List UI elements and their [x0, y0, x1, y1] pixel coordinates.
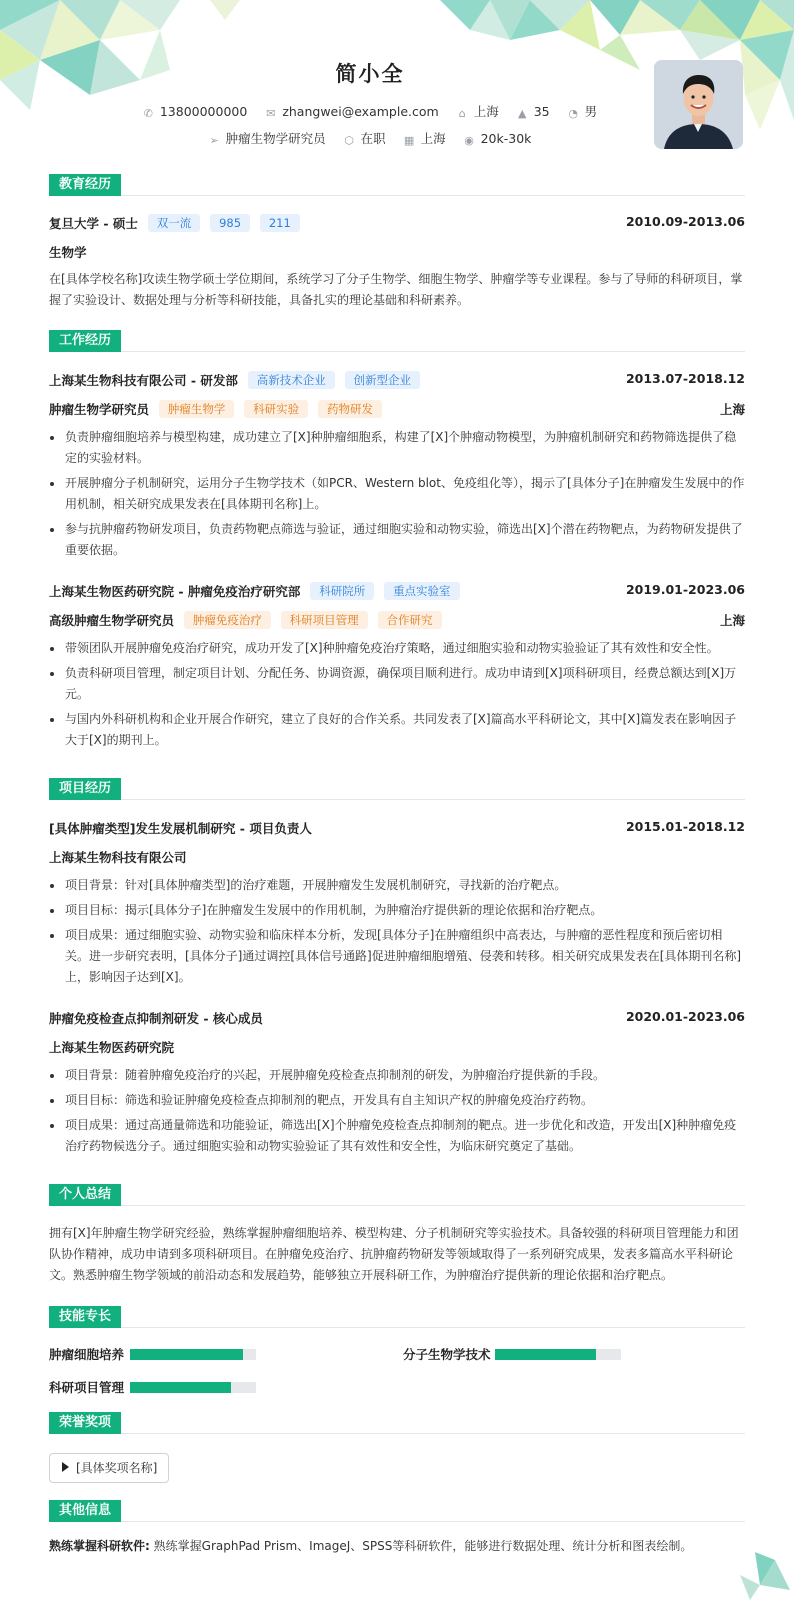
work-date: 2013.07-2018.12 — [625, 371, 745, 386]
company-tag: 科研院所 — [310, 582, 374, 600]
work-title: 肿瘤生物学研究员 — [49, 402, 150, 417]
company-tag: 创新型企业 — [345, 371, 421, 389]
skill-tag: 合作研究 — [378, 611, 442, 629]
header-info-text: 35 — [533, 104, 550, 119]
header-info-text: 上海 — [420, 131, 446, 146]
header-info-item — [344, 129, 386, 147]
work-date: 2019.01-2023.06 — [625, 582, 745, 597]
skill-tag: 科研项目管理 — [281, 611, 368, 629]
project-org: 上海某生物科技有限公司 — [49, 850, 187, 865]
section-skills — [49, 1306, 745, 1328]
skill-name: 分子生物学技术 — [403, 1347, 491, 1362]
mail-icon: ✉ — [266, 107, 276, 120]
section-projects — [49, 778, 745, 800]
header-info-item — [568, 102, 598, 120]
work-bullet: 负责科研项目管理，制定项目计划、分配任务、协调资源，确保项目顺利进行。成功申请到[X]项科研项目，经费总额达到[X]万元。 — [49, 663, 745, 705]
skill-tag: 肿瘤生物学 — [159, 400, 235, 418]
age-icon: ▲ — [517, 107, 527, 120]
education-date: 2010.09-2013.06 — [625, 214, 745, 229]
project-bullet: 项目目标：揭示[具体分子]在肿瘤发生发展中的作用机制，为肿瘤治疗提供新的理论依据和治疗靶点。 — [49, 900, 745, 921]
section-summary — [49, 1184, 745, 1206]
header-info-item — [464, 131, 532, 146]
award-name: [具体奖项名称] — [76, 1461, 158, 1475]
other-info-label: 熟练掌握科研软件: — [49, 1539, 150, 1553]
education-major: 生物学 — [49, 245, 87, 260]
skill-name: 科研项目管理 — [49, 1380, 125, 1395]
job-intent-line — [0, 129, 740, 147]
avatar — [654, 60, 743, 149]
project-name: [具体肿瘤类型]发生发展机制研究 - 项目负责人 — [49, 821, 312, 836]
project-bullet: 项目目标：筛选和验证肿瘤免疫检查点抑制剂的靶点，开发具有自主知识产权的肿瘤免疫治疗药物。 — [49, 1090, 745, 1111]
work-bullet: 与国内外科研机构和企业开展合作研究，建立了良好的合作关系。共同发表了[X]篇高水平科研论文，其中[X]篇发表在影响因子大于[X]的期刊上。 — [49, 709, 745, 751]
project-bullet: 项目背景：随着肿瘤免疫治疗的兴起，开展肿瘤免疫检查点抑制剂的研发，为肿瘤治疗提供新的手段。 — [49, 1065, 745, 1086]
education-description: 在[具体学校名称]攻读生物学硕士学位期间，系统学习了分子生物学、细胞生物学、肿瘤学等专业课程。参与了导师的科研项目，掌握了实验设计、数据处理与分析等科研技能，具备扎实的理论基础和科研素养。 — [49, 272, 743, 307]
work-header — [49, 582, 745, 600]
gender-icon: ◔ — [568, 107, 578, 120]
section-education — [49, 174, 745, 196]
section-honors — [49, 1412, 745, 1434]
project-date: 2020.01-2023.06 — [625, 1009, 745, 1024]
project-date: 2015.01-2018.12 — [625, 819, 745, 834]
work-company: 上海某生物科技有限公司 - 研发部 — [49, 373, 238, 388]
section-title-skills: 技能专长 — [49, 1306, 121, 1328]
education-tag: 双一流 — [148, 214, 201, 232]
section-title-summary: 个人总结 — [49, 1184, 121, 1206]
summary-text: 拥有[X]年肿瘤生物学研究经验，熟练掌握肿瘤细胞培养、模型构建、分子机制研究等实验技术。具备较强的科研项目管理能力和团队协作精神，成功申请到多项科研项目。在肿瘤免疫治疗、抗肿瘤药物研发等领域取得了一系列研究成果，发表多篇高水平科研论文。熟悉肿瘤生物学领域的前沿动态和发展趋势，能够独立开展科研工作，为肿瘤治疗提供新的理论依据和治疗靶点。 — [49, 1226, 739, 1282]
header-info-item — [209, 129, 326, 147]
company-tag: 高新技术企业 — [248, 371, 335, 389]
section-title-other: 其他信息 — [49, 1500, 121, 1522]
other-info — [49, 1536, 745, 1557]
work-title: 高级肿瘤生物学研究员 — [49, 613, 175, 628]
project-org: 上海某生物医药研究院 — [49, 1040, 175, 1055]
project-bullet: 项目成果：通过细胞实验、动物实验和临床样本分析，发现[具体分子]在肿瘤组织中高表达，与肿瘤的恶性程度和预后密切相关。进一步研究表明，[具体分子]通过调控[具体信号通路]促进肿瘤细胞增殖、侵袭和转移。相关研究成果发表在[具体期刊名称]上，影响因子达到[X]。 — [49, 925, 745, 988]
work-bullet: 开展肿瘤分子机制研究，运用分子生物学技术（如PCR、Western blot、免疫组化等），揭示了[具体分子]在肿瘤发生发展中的作用机制，相关研究成果发表在[具体期刊名称]上。 — [49, 473, 745, 515]
building-icon: ▦ — [403, 134, 415, 147]
header-info-text: 肿瘤生物学研究员 — [225, 131, 326, 146]
header-info-text: 在职 — [360, 131, 386, 146]
header-info-text: zhangwei@example.com — [282, 104, 439, 119]
education-school: 复旦大学 - 硕士 — [49, 216, 138, 231]
other-info-text: 熟练掌握GraphPad Prism、ImageJ、SPSS等科研软件，能够进行数据处理、统计分析和图表绘制。 — [153, 1539, 693, 1553]
header-info-text: 男 — [584, 104, 598, 119]
skill-tag: 肿瘤免疫治疗 — [184, 611, 271, 629]
skill-name: 肿瘤细胞培养 — [49, 1347, 125, 1362]
salary-icon: ◉ — [464, 134, 474, 147]
project-header — [49, 1009, 745, 1027]
skill-tag: 科研实验 — [244, 400, 308, 418]
work-title-row — [49, 400, 745, 418]
work-company: 上海某生物医药研究院 - 肿瘤免疫治疗研究部 — [49, 584, 301, 599]
skill-level-fill — [495, 1349, 596, 1360]
header-info-item — [404, 129, 446, 147]
work-bullet: 负责肿瘤细胞培养与模型构建，成功建立了[X]种肿瘤细胞系，构建了[X]个肿瘤动物模型，为肿瘤机制研究和药物筛选提供了稳定的实验材料。 — [49, 427, 745, 469]
header-info-text: 20k-30k — [480, 131, 532, 146]
project-name: 肿瘤免疫检查点抑制剂研发 - 核心成员 — [49, 1011, 263, 1026]
header-info-item — [265, 104, 438, 119]
status-icon: ⬡ — [344, 134, 354, 147]
skill-tag: 药物研发 — [318, 400, 382, 418]
work-bullet: 参与抗肿瘤药物研发项目，负责药物靶点筛选与验证，通过细胞实验和动物实验，筛选出[X]个潜在药物靶点，为药物研发提供了重要依据。 — [49, 519, 745, 561]
header-info-text: 13800000000 — [159, 104, 248, 119]
section-title-work: 工作经历 — [49, 330, 121, 352]
header-info-item — [517, 104, 550, 119]
skill-level-bar — [130, 1382, 256, 1393]
project-bullet: 项目成果：通过高通量筛选和功能验证，筛选出[X]个肿瘤免疫检查点抑制剂的靶点。进一步优化和改造，开发出[X]种肿瘤免疫治疗药物候选分子。通过细胞实验和动物实验验证了其有效性和安全性，为临床研究奠定了基础。 — [49, 1115, 745, 1157]
work-location: 上海 — [719, 613, 745, 628]
contact-line — [0, 102, 740, 120]
header-info-item — [143, 104, 247, 119]
work-title-row — [49, 611, 745, 629]
education-header — [49, 214, 745, 232]
project-bullet: 项目背景：针对[具体肿瘤类型]的治疗难题，开展肿瘤发生发展机制研究，寻找新的治疗靶点。 — [49, 875, 745, 896]
expand-triangle-icon — [62, 1462, 69, 1472]
home-icon: ⌂ — [458, 107, 466, 120]
header-info-text: 上海 — [473, 104, 499, 119]
skill-level-bar — [130, 1349, 256, 1360]
project-header — [49, 819, 745, 837]
section-title-education: 教育经历 — [49, 174, 121, 196]
header-info-item — [457, 102, 499, 120]
section-work — [49, 330, 745, 352]
work-header — [49, 371, 745, 389]
skill-level-fill — [130, 1382, 231, 1393]
send-icon: ➢ — [209, 134, 219, 147]
award-item[interactable] — [49, 1453, 169, 1483]
work-location: 上海 — [719, 402, 745, 417]
education-tag: 211 — [260, 214, 300, 232]
section-other — [49, 1500, 745, 1522]
education-tag: 985 — [210, 214, 250, 232]
candidate-name: 简小全 — [335, 62, 405, 86]
phone-icon: ✆ — [143, 107, 153, 120]
company-tag: 重点实验室 — [384, 582, 460, 600]
work-bullet: 带领团队开展肿瘤免疫治疗研究，成功开发了[X]种肿瘤免疫治疗策略，通过细胞实验和动物实验验证了其有效性和安全性。 — [49, 638, 745, 659]
skill-level-bar — [495, 1349, 621, 1360]
section-title-honors: 荣誉奖项 — [49, 1412, 121, 1434]
section-title-projects: 项目经历 — [49, 778, 121, 800]
skill-level-fill — [130, 1349, 243, 1360]
